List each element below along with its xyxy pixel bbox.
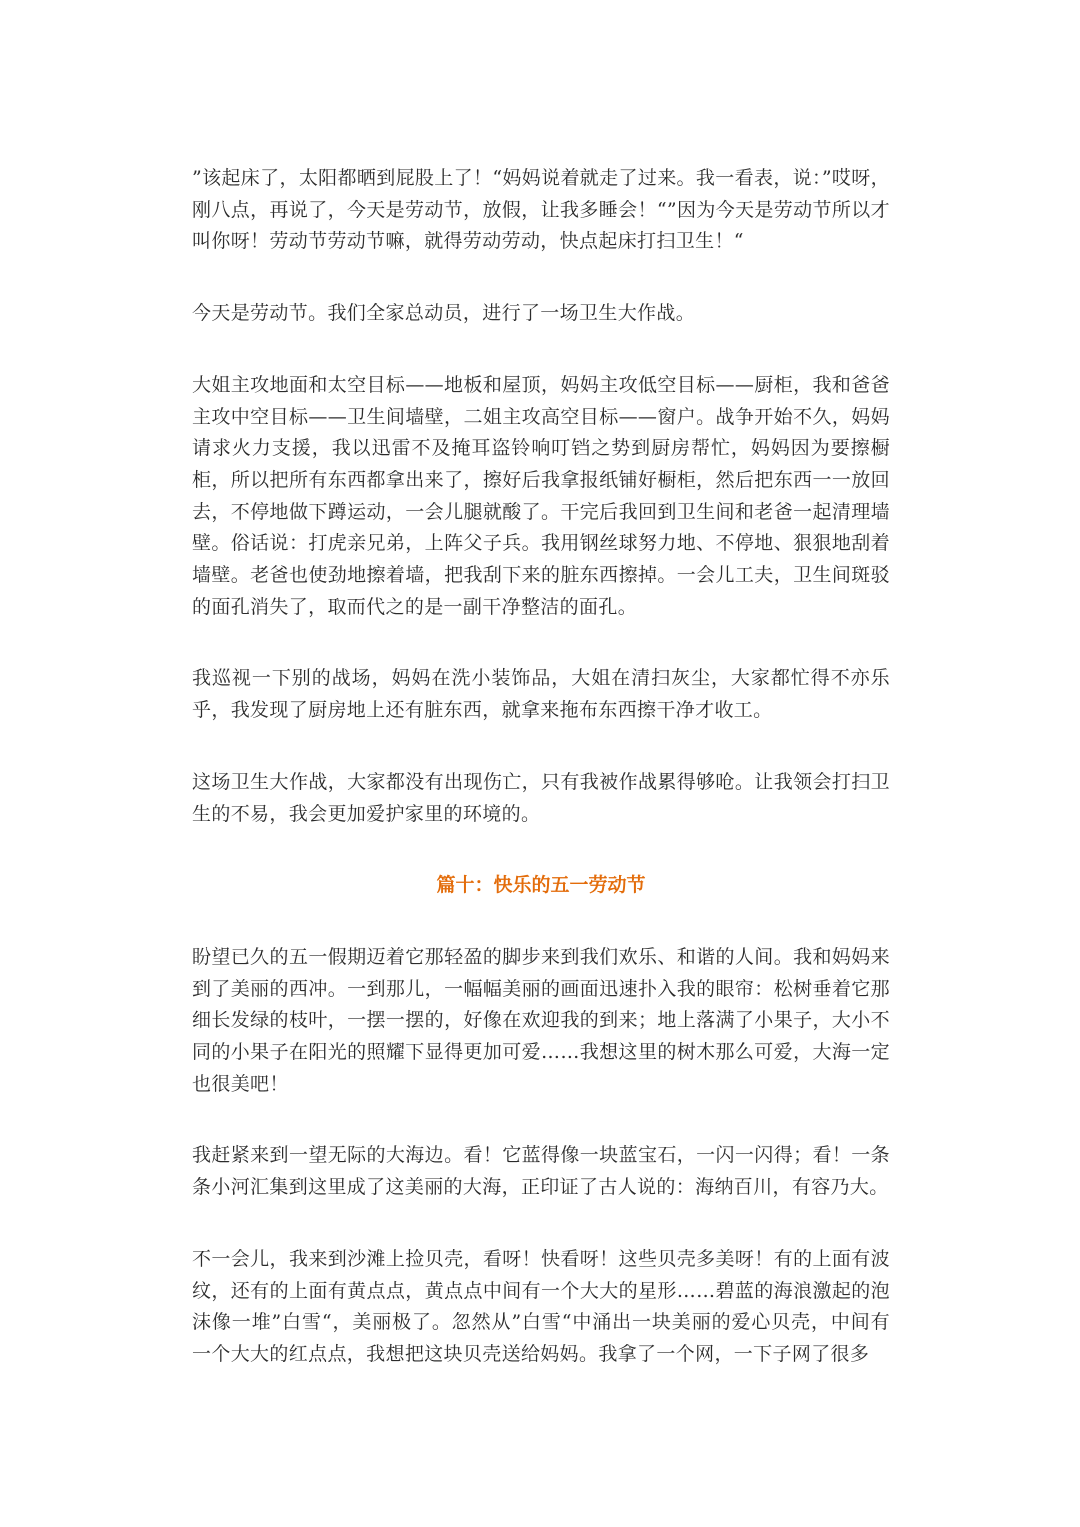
paragraph-gap [192,623,890,663]
paragraph-gap [192,258,890,298]
paragraph-gap [192,830,890,870]
paragraph-gap [192,902,890,942]
paragraph-wake-up: ”该起床了，太阳都晒到屁股上了！“妈妈说着就走了过来。我一看表，说：”哎呀，刚八点，再说了，今天是劳动节，放假，让我多睡会！“”因为今天是劳动节所以才叫你呀！劳动节劳动节嘛，就得劳动劳动，快点起床打扫卫生！“ [192,167,890,253]
paragraph-cleaning-battle: 大姐主攻地面和太空目标——地板和屋顶，妈妈主攻低空目标——厨柜，我和爸爸主攻中空目标——卫生间墙壁，二姐主攻高空目标——窗户。战争开始不久，妈妈请求火力支援，我以迅雷不及掩耳盗铃响叮铛之势到厨房帮忙，妈妈因为要擦橱柜，所以把所有东西都拿出来了，擦好后我拿报纸铺好橱柜，然后把东西一一放回去，不停地做下蹲运动，一会儿腿就酸了。干完后我回到卫生间和老爸一起清理墙壁。俗话说：打虎亲兄弟，上阵父子兵。我用钢丝球努力地、不停地、狠狠地刮着墙壁。老爸也使劲地擦着墙，把我刮下来的脏东西擦掉。一会儿工夫，卫生间斑驳的面孔消失了，取而代之的是一副干净整洁的面孔。 [192,373,890,618]
section-title: 篇十：快乐的五一劳动节 [436,874,646,897]
paragraph-gap [192,330,890,370]
paragraph-shells: 不一会儿，我来到沙滩上捡贝壳，看呀！快看呀！这些贝壳多美呀！有的上面有波纹，还有的上面有黄点点，黄点点中间有一个大大的星形……碧蓝的海浪激起的泡沫像一堆”白雪“，美丽极了。忽然从”白雪“中涌出一块美丽的爱心贝壳，中间有一个大大的红点点，我想把这块贝壳送给妈妈。我拿了一个网，一下子网了很多 [192,1247,890,1365]
paragraph-holiday-trip: 盼望已久的五一假期迈着它那轻盈的脚步来到我们欢乐、和谐的人间。我和妈妈来到了美丽的西冲。一到那儿，一幅幅美丽的画面迅速扑入我的眼帘：松树垂着它那细长发绿的枝叶，一摆一摆的，好像在欢迎我的到来；地上落满了小果子，大小不同的小果子在阳光的照耀下显得更加可爱……我想这里的树木那么可爱，大海一定也很美吧！ [192,945,890,1095]
paragraph-sea: 我赶紧来到一望无际的大海边。看！它蓝得像一块蓝宝石，一闪一闪得；看！一条条小河汇集到这里成了这美丽的大海，正印证了古人说的：海纳百川，有容乃大。 [192,1144,890,1199]
document-body [192,163,890,1371]
paragraph-gap [192,1204,890,1244]
paragraph-gap [192,1100,890,1140]
paragraph-labor-day: 今天是劳动节。我们全家总动员，进行了一场卫生大作战。 [192,302,696,325]
paragraph-inspection: 我巡视一下别的战场，妈妈在洗小装饰品，大姐在清扫灰尘，大家都忙得不亦乐乎，我发现了厨房地上还有脏东西，就拿来拖布东西擦干净才收工。 [192,667,890,722]
paragraph-conclusion: 这场卫生大作战，大家都没有出现伤亡，只有我被作战累得够呛。让我领会打扫卫生的不易，我会更加爱护家里的环境的。 [192,770,890,825]
paragraph-gap [192,727,890,767]
